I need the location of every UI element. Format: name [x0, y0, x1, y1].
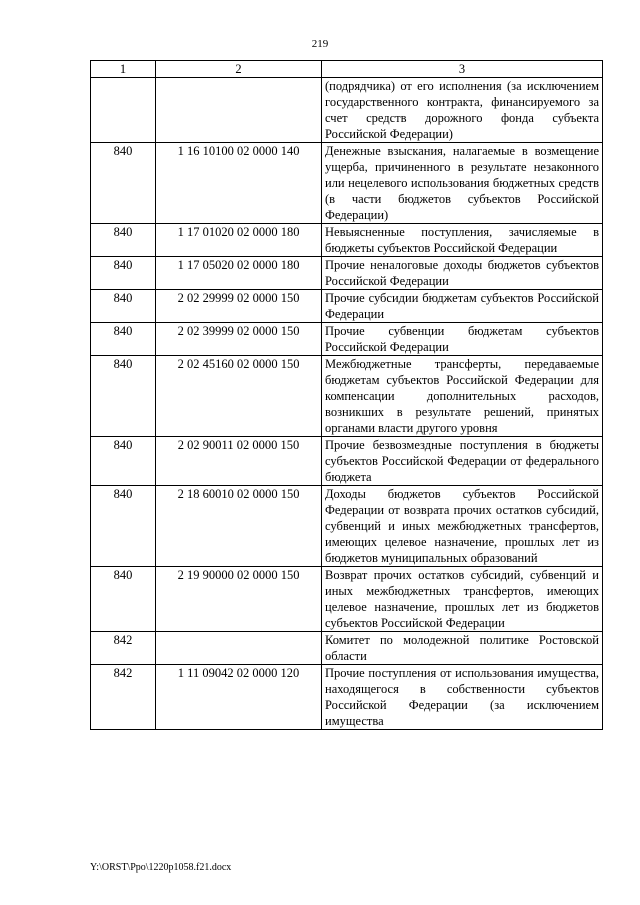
description-cell: Прочие безвозмездные поступления в бюджеты субъектов Российской Федерации от федерального бюджета	[322, 437, 603, 486]
budget-code-cell: 1 11 09042 02 0000 120	[156, 665, 322, 730]
description-cell: Прочие субвенции бюджетам субъектов Российской Федерации	[322, 323, 603, 356]
admin-code-cell: 840	[91, 143, 156, 224]
description-cell: Прочие неналоговые доходы бюджетов субъектов Российской Федерации	[322, 257, 603, 290]
budget-code-cell: 2 02 29999 02 0000 150	[156, 290, 322, 323]
table-row	[91, 567, 603, 632]
budget-code-cell: 1 17 05020 02 0000 180	[156, 257, 322, 290]
description-cell: Межбюджетные трансферты, передаваемые бюджетам субъектов Российской Федерации для компенсации дополнительных расходов, возникших в результате решений, принятых органами власти другого уровня	[322, 356, 603, 437]
budget-code-cell: 2 19 90000 02 0000 150	[156, 567, 322, 632]
page-number: 219	[311, 38, 329, 50]
description-cell: Прочие поступления от использования имущества, находящегося в собственности субъектов Российской Федерации (за исключением имущества	[322, 665, 603, 730]
admin-code-cell: 840	[91, 257, 156, 290]
budget-code-cell: 1 17 01020 02 0000 180	[156, 224, 322, 257]
table-row	[91, 323, 603, 356]
table-row	[91, 356, 603, 437]
table-row	[91, 632, 603, 665]
table-row	[91, 143, 603, 224]
description-cell: (подрядчика) от его исполнения (за исключением государственного контракта, финансируемого за счет средств дорожного фонда субъекта Российской Федерации)	[322, 78, 603, 143]
description-cell: Комитет по молодежной политике Ростовской области	[322, 632, 603, 665]
file-path-footer: Y:\ORST\Ppo\1220p1058.f21.docx	[90, 862, 232, 873]
admin-code-cell: 840	[91, 224, 156, 257]
admin-code-cell	[91, 78, 156, 143]
table-row	[91, 224, 603, 257]
admin-code-cell: 842	[91, 665, 156, 730]
budget-code-cell	[156, 632, 322, 665]
table-row	[91, 290, 603, 323]
admin-code-cell: 842	[91, 632, 156, 665]
admin-code-cell: 840	[91, 323, 156, 356]
description-cell: Денежные взыскания, налагаемые в возмещение ущерба, причиненного в результате незаконного или нецелевого использования бюджетных средств (в части бюджетов субъектов Российской Федерации)	[322, 143, 603, 224]
table-row	[91, 486, 603, 567]
table-header-row	[91, 61, 603, 78]
table-row	[91, 257, 603, 290]
budget-code-cell: 2 02 90011 02 0000 150	[156, 437, 322, 486]
column-header-3: 3	[322, 61, 603, 78]
table-row	[91, 665, 603, 730]
budget-classification-table	[90, 60, 603, 730]
admin-code-cell: 840	[91, 356, 156, 437]
description-cell: Доходы бюджетов субъектов Российской Федерации от возврата прочих остатков субсидий, субвенций и иных межбюджетных трансфертов, имеющих целевое назначение, прошлых лет из бюджетов муниципальных образований	[322, 486, 603, 567]
admin-code-cell: 840	[91, 437, 156, 486]
budget-code-cell: 2 02 39999 02 0000 150	[156, 323, 322, 356]
admin-code-cell: 840	[91, 567, 156, 632]
admin-code-cell: 840	[91, 290, 156, 323]
table-row	[91, 78, 603, 143]
description-cell: Прочие субсидии бюджетам субъектов Российской Федерации	[322, 290, 603, 323]
table-row	[91, 437, 603, 486]
column-header-2: 2	[156, 61, 322, 78]
column-header-1: 1	[91, 61, 156, 78]
description-cell: Возврат прочих остатков субсидий, субвенций и иных межбюджетных трансфертов, имеющих целевое назначение, прошлых лет из бюджетов субъектов Российской Федерации	[322, 567, 603, 632]
description-cell: Невыясненные поступления, зачисляемые в бюджеты субъектов Российской Федерации	[322, 224, 603, 257]
budget-code-cell	[156, 78, 322, 143]
budget-code-cell: 2 18 60010 02 0000 150	[156, 486, 322, 567]
budget-code-cell: 2 02 45160 02 0000 150	[156, 356, 322, 437]
admin-code-cell: 840	[91, 486, 156, 567]
budget-code-cell: 1 16 10100 02 0000 140	[156, 143, 322, 224]
